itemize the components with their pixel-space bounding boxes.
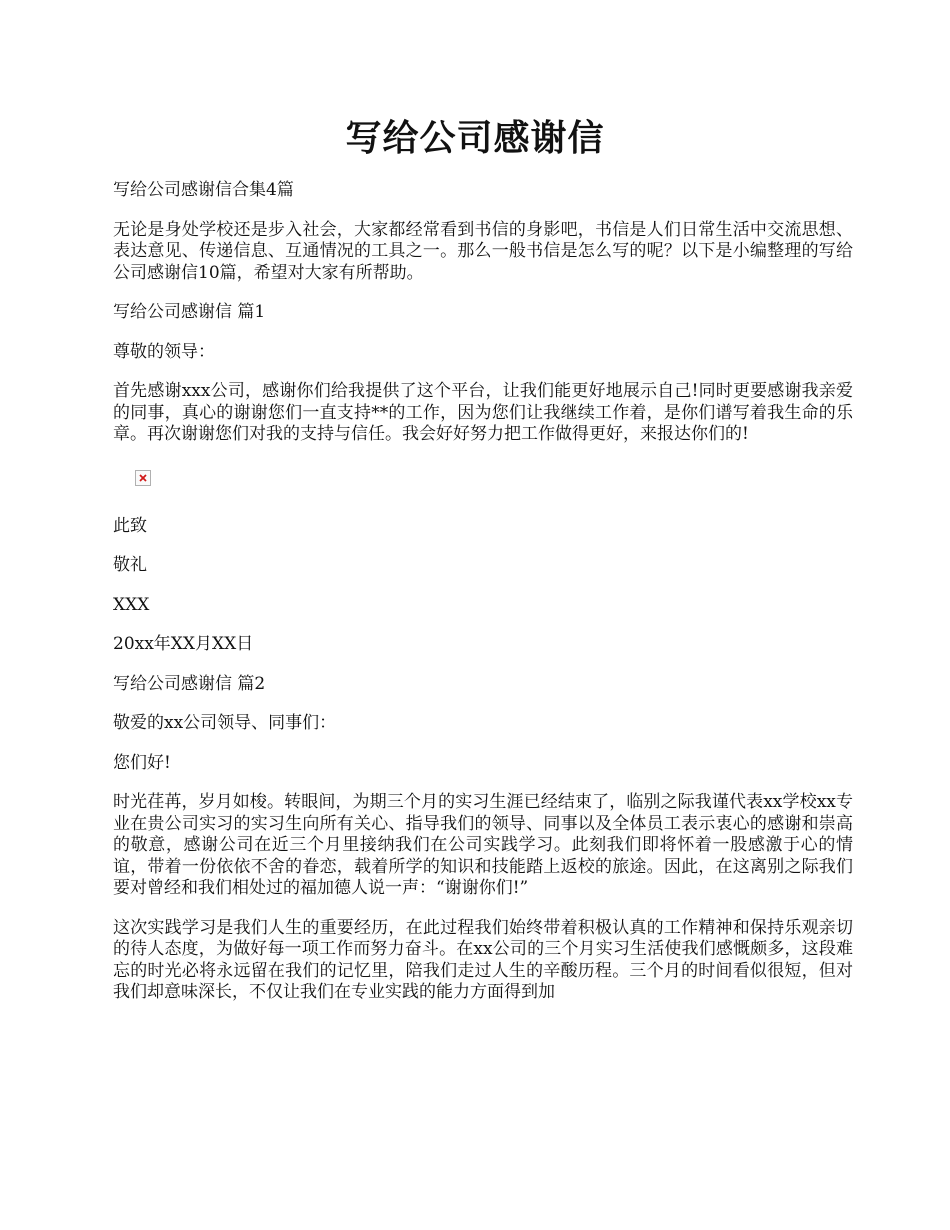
letter1-heading: 写给公司感谢信 篇1 bbox=[113, 302, 266, 322]
broken-image-icon bbox=[135, 470, 151, 486]
letter2-salutation: 敬爱的xx公司领导、同事们： bbox=[113, 713, 337, 733]
letter1-closing-1: 此致 bbox=[113, 515, 147, 536]
document-title: 写给公司感谢信 bbox=[345, 117, 605, 159]
letter2-heading: 写给公司感谢信 篇2 bbox=[113, 673, 266, 694]
letter1-closing-2: 敬礼 bbox=[113, 555, 147, 575]
letter1-signature: XXX bbox=[113, 594, 150, 615]
letter2-paragraph-1: 时光荏苒，岁月如梭。转眼间，为期三个月的实习生涯已经结束了，临别之际我谨代表xx学校xx专业在贵公司实习的实习生向所有关心、指导我们的领导、同事以及全体员工表示衷心的感谢和崇高的敬意，感谢公司在近三个月里接纳我们在公司实践学习。此刻我们即将怀着一股感激于心的情谊，带着一份依依不舍的眷恋，载着所学的知识和技能踏上返校的旅途。因此，在这离别之际我们要对曾经和我们相处过的福加德人说一声：“谢谢你们!” bbox=[113, 792, 853, 898]
letter1-date: 20xx年XX月XX日 bbox=[113, 634, 254, 654]
document-subtitle: 写给公司感谢信合集4篇 bbox=[113, 180, 294, 200]
letter1-body: 首先感谢xxx公司，感谢你们给我提供了这个平台，让我们能更好地展示自己!同时更要感谢我亲爱的同事，真心的谢谢您们一直支持**的工作，因为您们让我继续工作着，是你们谱写着我生命的乐章。再次谢谢您们对我的支持与信任。我会好好努力把工作做得更好，来报达你们的! bbox=[113, 381, 853, 444]
letter2-paragraph-2: 这次实践学习是我们人生的重要经历，在此过程我们始终带着积极认真的工作精神和保持乐观亲切的待人态度，为做好每一项工作而努力奋斗。在xx公司的三个月实习生活使我们感慨颇多，这段难忘的时光必将永远留在我们的记忆里，陪我们走过人生的辛酸历程。三个月的时间看似很短，但对我们却意味深长，不仅让我们在专业实践的能力方面得到加 bbox=[113, 917, 853, 1002]
document-body bbox=[113, 180, 853, 1022]
letter1-salutation: 尊敬的领导： bbox=[113, 341, 215, 362]
intro-paragraph: 无论是身处学校还是步入社会，大家都经常看到书信的身影吧，书信是人们日常生活中交流思想、表达意见、传递信息、互通情况的工具之一。那么一般书信是怎么写的呢？以下是小编整理的写给公司感谢信10篇，希望对大家有所帮助。 bbox=[113, 219, 853, 283]
letter2-greeting: 您们好! bbox=[113, 752, 171, 773]
